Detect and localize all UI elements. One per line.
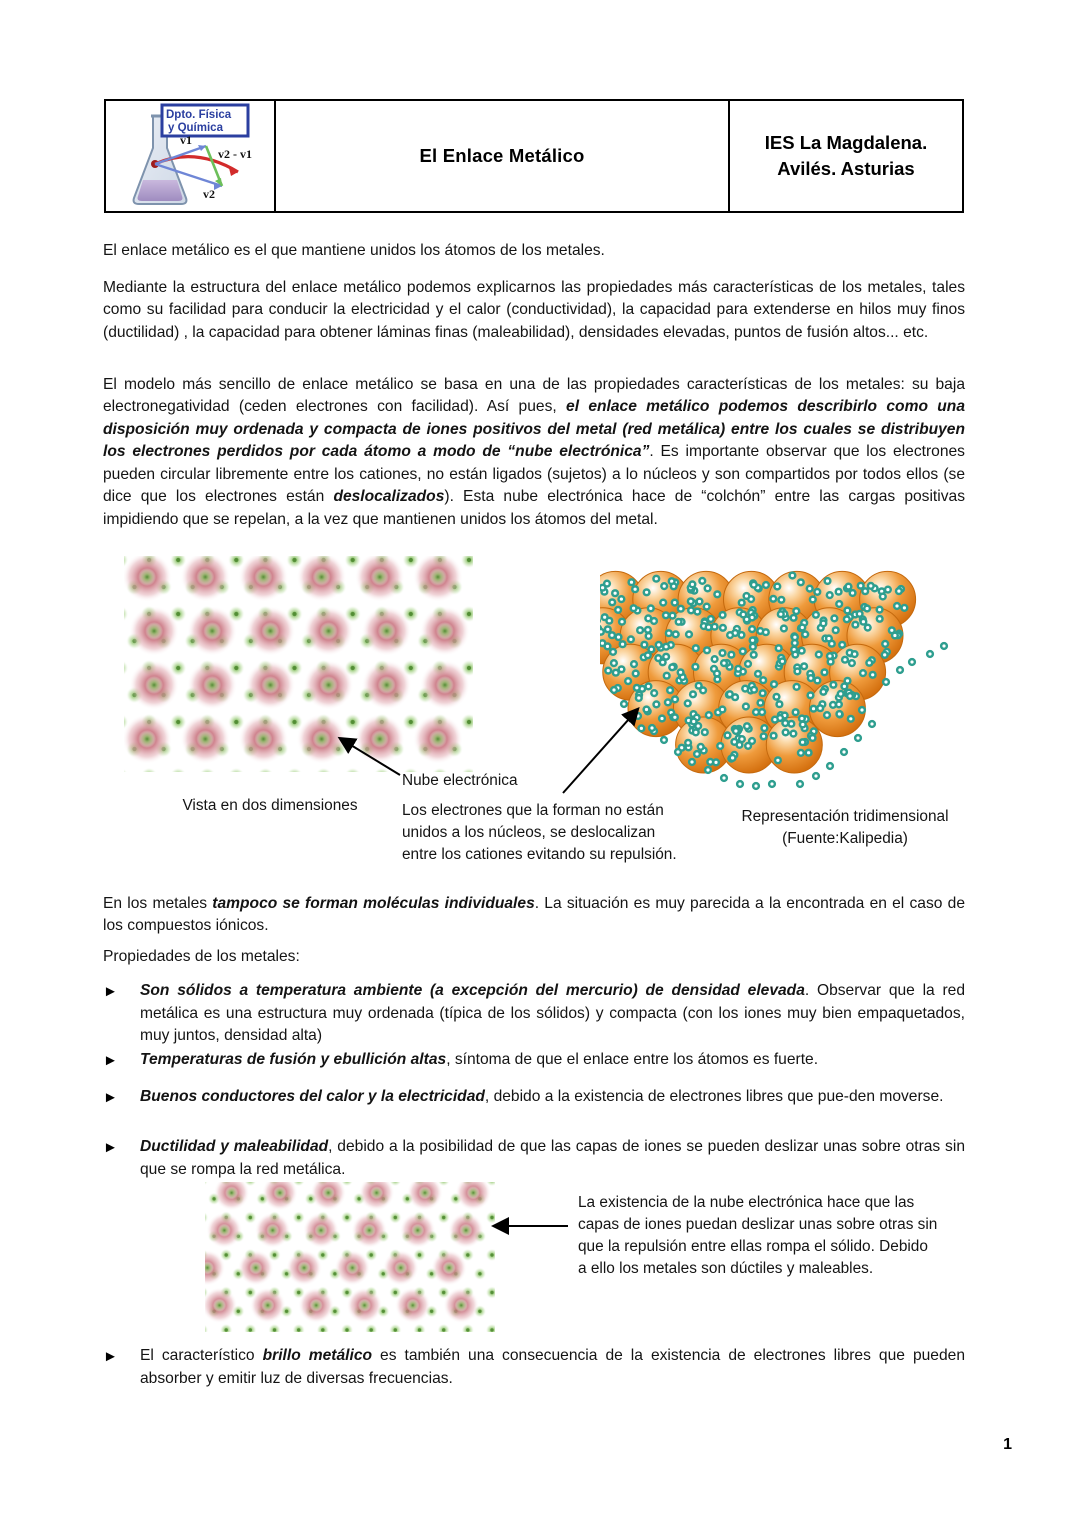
paragraph-3 <box>103 374 965 531</box>
logo-vector-diff-label: v2 - v1 <box>218 147 252 161</box>
page-number: 1 <box>1003 1436 1012 1453</box>
school-line-2: Avilés. Asturias <box>777 158 915 179</box>
bullet-item-2-text <box>140 1049 965 1072</box>
paragraph-1: El enlace metálico es el que mantiene unidos los átomos de los metales. <box>103 242 605 259</box>
figure-3d-caption-line1: Representación tridimensional <box>741 808 949 825</box>
school-name <box>765 130 927 183</box>
paragraph-5-heading: Propiedades de los metales: <box>103 948 300 965</box>
header-school-cell <box>730 101 962 211</box>
bullet-1-emphasis: Son sólidos a temperatura ambiente (a excepción del mercurio) de densidad elevada <box>140 982 805 999</box>
bullet-item-2 <box>103 1049 965 1072</box>
bullet-marker-icon: ► <box>103 1052 118 1069</box>
bullet-marker-icon: ► <box>103 1089 118 1106</box>
bullet-3-rest: , debido a la existencia de electrones libres que pue-den moverse. <box>484 1088 944 1105</box>
bullet-4-rest: , debido a la posibilidad de que las capas de iones se pueden deslizar unas sobre otras sin que se rompa la red metálica. <box>140 1138 965 1178</box>
paragraph-4-part-a: En los metales <box>103 895 213 912</box>
bullet-2-rest: , síntoma de que el enlace entre los átomos es fuerte. <box>446 1051 819 1068</box>
paragraph-3-part-a: El modelo más sencillo de enlace metálico se basa en una de las propiedades características de los metales: su baja electronegatividad (ceden electrones con facilidad). Así pues, <box>103 376 965 416</box>
bullet-2-emphasis: Temperaturas de fusión y ebullición altas <box>140 1051 447 1068</box>
paragraph-4 <box>103 893 965 938</box>
bullet-item-4 <box>103 1136 965 1181</box>
bullet-item-3-text <box>140 1086 965 1109</box>
figure-3d-caption-line2: (Fuente:Kalipedia) <box>782 829 908 847</box>
paragraph-3-part-b: . Es importante observar que los electrones pueden circular libremente entre los cationes, no están ligados (sujetos) a lo núcleos y son compartidos por todos ellos (se dice que los electrones están <box>103 443 965 506</box>
bullet-5-pre: El característico <box>140 1347 263 1364</box>
figure-sliding-layers-note: La existencia de la nube electrónica hace que las capas de iones puedan deslizar unas sobre otras sin que la repulsión entre ellas rompa el sólido. Debido a ello los metales son dúctiles y maleables. <box>578 1194 938 1277</box>
figure-3d-caption <box>700 806 990 850</box>
figure-2d-caption: Vista en dos dimensiones <box>182 797 358 814</box>
bullet-3-emphasis: Buenos conductores del calor y la electricidad <box>140 1088 485 1105</box>
logo-vector1-label: v1 <box>180 133 192 147</box>
bullet-item-1 <box>103 980 965 1048</box>
header-title-cell <box>276 101 730 211</box>
figure-electron-cloud-label: Nube electrónica <box>402 772 518 789</box>
logo-line2: y Química <box>168 122 223 134</box>
bullet-item-3 <box>103 1086 965 1109</box>
logo-line1: Dpto. Física <box>166 109 232 121</box>
header-logo-cell <box>106 101 276 211</box>
flask-icon <box>110 102 270 210</box>
document-header-table <box>104 99 964 213</box>
dpto-fisica-quimica-logo <box>110 102 270 210</box>
bullet-1-rest: . Observar que la red metálica es una estructura muy ordenada (típica de los sólidos) y compacta (con los iones muy bien empaquetados, muy juntos, densidad alta) <box>140 982 965 1045</box>
bullet-item-5 <box>103 1345 965 1390</box>
bullet-item-5-text <box>140 1345 965 1390</box>
logo-vector2-label: v2 <box>203 187 215 201</box>
paragraph-4-part-b: . La situación es muy parecida a la encontrada en el caso de los compuestos iónicos. <box>103 895 965 935</box>
paragraph-4-emphasis: tampoco se forman moléculas individuales <box>212 895 535 912</box>
figure-electron-cloud-note: Los electrones que la forman no están unidos a los núcleos, se deslocalizan entre los cationes evitando su repulsión. <box>402 802 677 863</box>
bullet-item-1-text <box>140 980 965 1048</box>
document-title: El Enlace Metálico <box>419 145 585 166</box>
school-line-1: IES La Magdalena. <box>764 131 928 153</box>
figure-2d-lattice <box>124 556 473 777</box>
bullet-marker-icon: ► <box>103 1348 118 1365</box>
paragraph-3-emphasis-2: deslocalizados <box>333 488 445 506</box>
lattice-2d-diagram <box>124 556 473 772</box>
bullet-marker-icon: ► <box>103 983 118 1000</box>
figure-3d-packing <box>600 570 960 797</box>
bullet-5-emphasis: brillo metálico <box>262 1347 373 1364</box>
bullet-marker-icon: ► <box>103 1139 118 1156</box>
figure-sliding-layers <box>205 1182 495 1337</box>
bullet-4-emphasis: Ductilidad y maleabilidad <box>140 1138 329 1155</box>
paragraph-3-emphasis-1: el enlace metálico podemos describirlo como una disposición muy ordenada y compacta de iones positivos del metal (red metálica) entre los cuales se distribuyen los electrones perdidos por cada átomo a modo de “nube electrónica” <box>103 398 965 461</box>
paragraph-2: Mediante la estructura del enlace metálico podemos explicarnos las propiedades más características de los metales, tales como su facilidad para conducir la electricidad y el calor (conductividad), la capacidad para extenderse en hilos muy finos (ductilidad) , la capacidad para obtener láminas finas (maleabilidad), densidades elevadas, puntos de fusión altos... etc. <box>103 279 965 341</box>
bullet-5-rest: es también una consecuencia de la existencia de electrones libres que pueden absorber y emitir luz de diversas frecuencias. <box>140 1347 965 1387</box>
lattice-3d-diagram <box>600 570 960 792</box>
bullet-item-4-text <box>140 1136 965 1181</box>
paragraph-3-part-c: ). Esta nube electrónica hace de “colchón” entre las cargas positivas impidiendo que se repelan, a la vez que mantienen unidos los átomos del metal. <box>103 488 965 528</box>
lattice-slip-diagram <box>205 1182 495 1332</box>
